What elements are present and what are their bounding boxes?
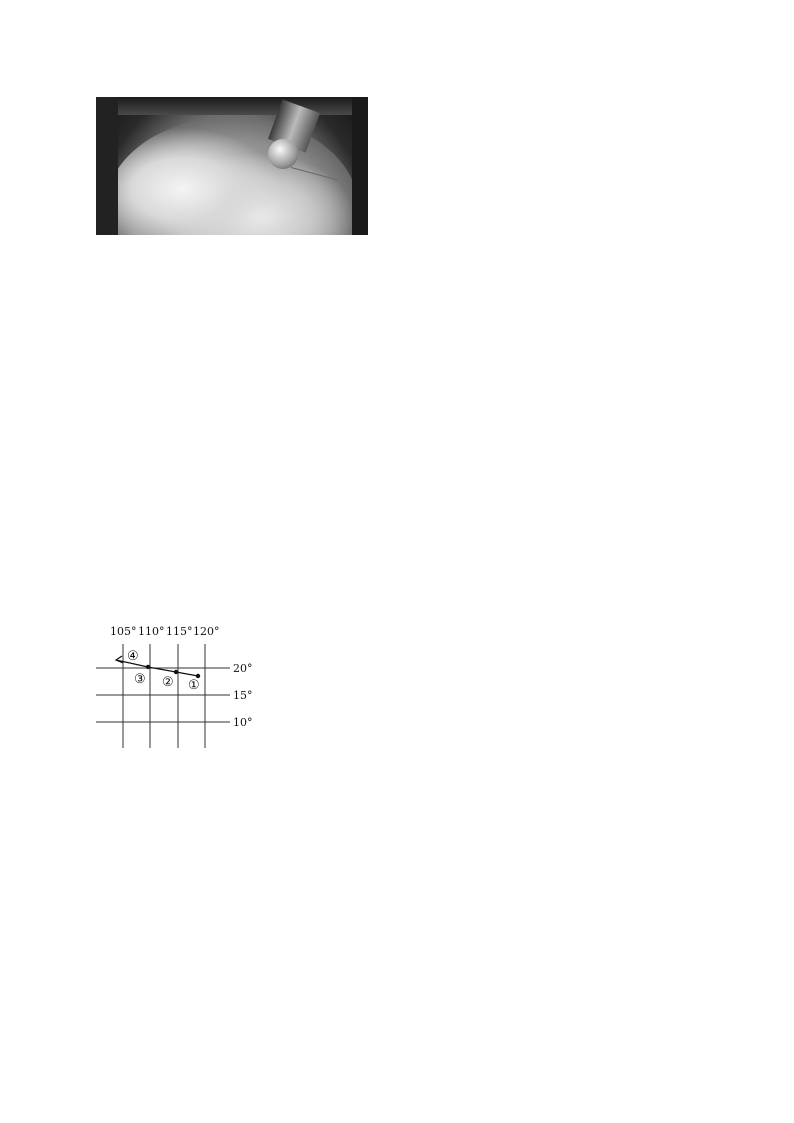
point-label-2: ② <box>162 675 174 690</box>
lat-label-15: 15° <box>233 689 253 702</box>
lat-label-20: 20° <box>233 662 253 675</box>
lat-label-10: 10° <box>233 716 253 729</box>
lon-label-120: 120° <box>193 625 220 638</box>
lon-label-110: 110° <box>138 625 165 638</box>
space-station-earth-photo <box>96 97 368 235</box>
window-frame-top <box>96 97 368 115</box>
lon-label-105: 105° <box>110 625 137 638</box>
point-label-3: ③ <box>134 672 146 687</box>
window-frame-left <box>96 97 118 235</box>
track-arrowhead <box>116 656 123 663</box>
lon-label-115: 115° <box>166 625 193 638</box>
window-frame-right <box>352 97 368 235</box>
typhoon-track-map <box>90 620 260 752</box>
track-point-2 <box>174 670 178 674</box>
track-point-3 <box>146 665 150 669</box>
point-label-1: ① <box>188 678 200 693</box>
point-label-4: ④ <box>127 649 139 664</box>
spacecraft <box>268 139 298 169</box>
